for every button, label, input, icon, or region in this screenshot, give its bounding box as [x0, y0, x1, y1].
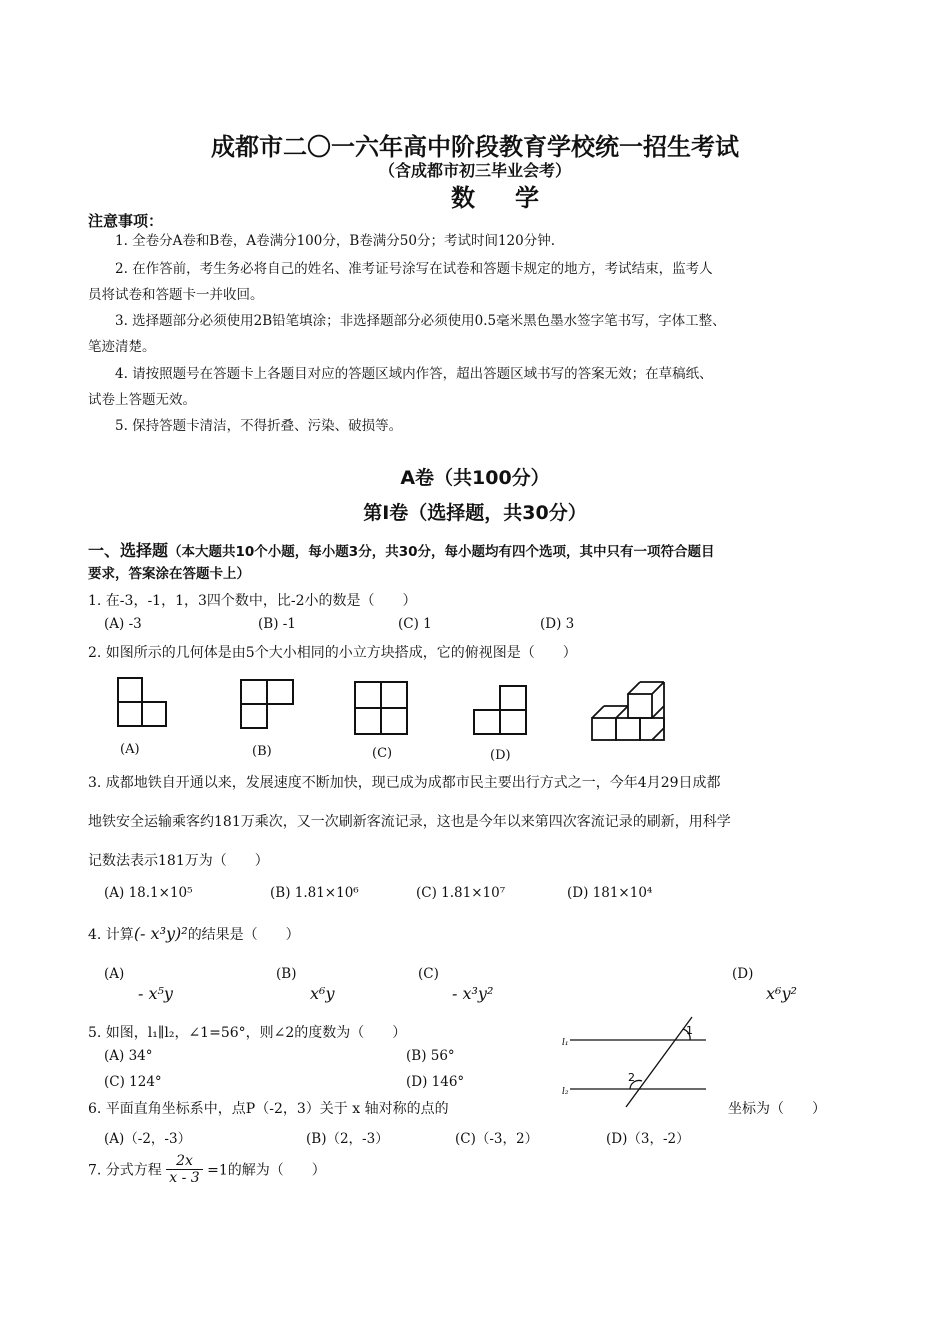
- question-7-post: =1的解为（ ）: [207, 1162, 326, 1179]
- q7-numerator: 2x: [166, 1153, 202, 1170]
- q4-expression: (- x³y)²: [133, 924, 188, 943]
- notes-heading: 注意事项：: [88, 212, 164, 230]
- q4-option-c: (C): [418, 966, 439, 982]
- question-type-desc-line2: 要求，答案涂在答题卡上）: [88, 566, 250, 582]
- q5-option-b: (B) 56°: [406, 1048, 455, 1064]
- note-item: 2. 在作答前，考生务必将自己的姓名、准考证号涂写在试卷和答题卡规定的地方，考试结束，监考人: [115, 261, 713, 277]
- q7-denominator: x - 3: [169, 1170, 200, 1186]
- q6-option-a: (A)（-2，-3）: [104, 1131, 192, 1147]
- section-a-title: A卷（共100分）: [400, 467, 550, 489]
- q5-angle-1-label: 1: [686, 1024, 693, 1037]
- q4-option-d-value: x⁶y²: [766, 984, 797, 1003]
- note-item: 3. 选择题部分必须使用2B铅笔填涂；非选择题部分必须使用0.5毫米黑色墨水签字笔书写，字体工整、: [115, 313, 726, 329]
- exam-subtitle: （含成都市初三毕业会考）: [378, 161, 571, 180]
- note-item: 员将试卷和答题卡一并收回。: [88, 287, 264, 303]
- q2-figure-d: [474, 686, 526, 734]
- question-2: 2. 如图所示的几何体是由5个大小相同的小立方块搭成，它的俯视图是（ ）: [88, 645, 577, 661]
- question-type-desc: （本大题共10个小题，每小题3分，共30分，每小题均有四个选项，其中只有一项符合题目: [168, 544, 715, 560]
- exam-title: 成都市二〇一六年高中阶段教育学校统一招生考试: [211, 133, 739, 161]
- q2-figure-a: [118, 678, 166, 726]
- q2-solid-figure: [592, 682, 664, 740]
- q4-option-d: (D): [732, 966, 754, 982]
- q5-option-c: (C) 124°: [104, 1074, 162, 1090]
- q7-fraction: [166, 1153, 202, 1186]
- q4-option-a: (A): [104, 966, 125, 982]
- question-3-line2: 地铁安全运输乘客约181万乘次，又一次刷新客流记录，这也是今年以来第四次客流记录的刷新，用科学: [88, 814, 731, 830]
- q1-option-b: (B) -1: [258, 616, 296, 632]
- q5-option-a: (A) 34°: [104, 1048, 153, 1064]
- question-6: 6. 平面直角坐标系中，点P（-2，3）关于 x 轴对称的点的: [88, 1101, 449, 1117]
- q2-figure-b: [241, 680, 293, 728]
- q2-label-c: (C): [372, 746, 393, 761]
- note-item: 5. 保持答题卡清洁，不得折叠、污染、破损等。: [115, 418, 403, 434]
- question-7-pre: 7. 分式方程: [88, 1162, 162, 1179]
- note-item: 4. 请按照题号在答题卡上各题目对应的答题区域内作答，超出答题区域书写的答案无效；在草稿纸、: [115, 366, 713, 382]
- part1-title: 第Ⅰ卷（选择题，共30分）: [363, 502, 587, 524]
- q2-label-b: (B): [252, 744, 272, 759]
- q1-option-d: (D) 3: [540, 616, 575, 632]
- question-1: 1. 在-3，-1，1，3四个数中，比-2小的数是（ ）: [88, 593, 417, 609]
- q5-l2-label: l₂: [562, 1087, 569, 1097]
- q3-option-b: (B) 1.81×10⁶: [270, 885, 359, 901]
- q5-angle-2-label: 2: [628, 1071, 635, 1084]
- q3-option-a: (A) 18.1×10⁵: [104, 885, 193, 901]
- q6-option-b: (B)（2，-3）: [306, 1131, 389, 1147]
- q5-parallel-lines-figure: [560, 1015, 720, 1110]
- note-item: 1. 全卷分A卷和B卷，A卷满分100分，B卷满分50分；考试时间120分钟.: [115, 233, 556, 249]
- q2-label-d: (D): [490, 748, 511, 763]
- q4-option-b-value: x⁶y: [310, 984, 335, 1003]
- q4-option-c-value: - x³y²: [452, 984, 494, 1003]
- question-3-line3: 记数法表示181万为（ ）: [88, 853, 269, 869]
- question-4-pre: 4. 计算: [88, 927, 134, 943]
- question-6-tail: 坐标为（ ）: [728, 1101, 826, 1117]
- q3-option-d: (D) 181×10⁴: [567, 885, 653, 901]
- q2-figure-c: [355, 682, 407, 734]
- q6-option-c: (C)（-3，2）: [455, 1131, 539, 1147]
- question-4-post: 的结果是（ ）: [187, 927, 300, 943]
- q4-option-b: (B): [276, 966, 297, 982]
- q6-option-d: (D)（3，-2）: [606, 1131, 690, 1147]
- q3-option-c: (C) 1.81×10⁷: [416, 885, 506, 901]
- q5-option-d: (D) 146°: [406, 1074, 465, 1090]
- q1-option-a: (A) -3: [104, 616, 142, 632]
- q2-label-a: (A): [120, 742, 140, 757]
- q4-option-a-value: - x⁵y: [138, 984, 173, 1003]
- question-5: 5. 如图，l₁∥l₂，∠1=56°，则∠2的度数为（ ）: [88, 1025, 407, 1041]
- question-type-heading: 一、选择题: [88, 541, 169, 560]
- q5-l1-label: l₁: [562, 1038, 569, 1048]
- exam-subject: 数学: [451, 184, 579, 212]
- note-item: 笔迹清楚。: [88, 339, 156, 355]
- question-3-line1: 3. 成都地铁自开通以来，发展速度不断加快，现已成为成都市民主要出行方式之一，今年4月29日成都: [88, 775, 721, 791]
- q1-option-c: (C) 1: [398, 616, 432, 632]
- note-item: 试卷上答题无效。: [88, 392, 196, 408]
